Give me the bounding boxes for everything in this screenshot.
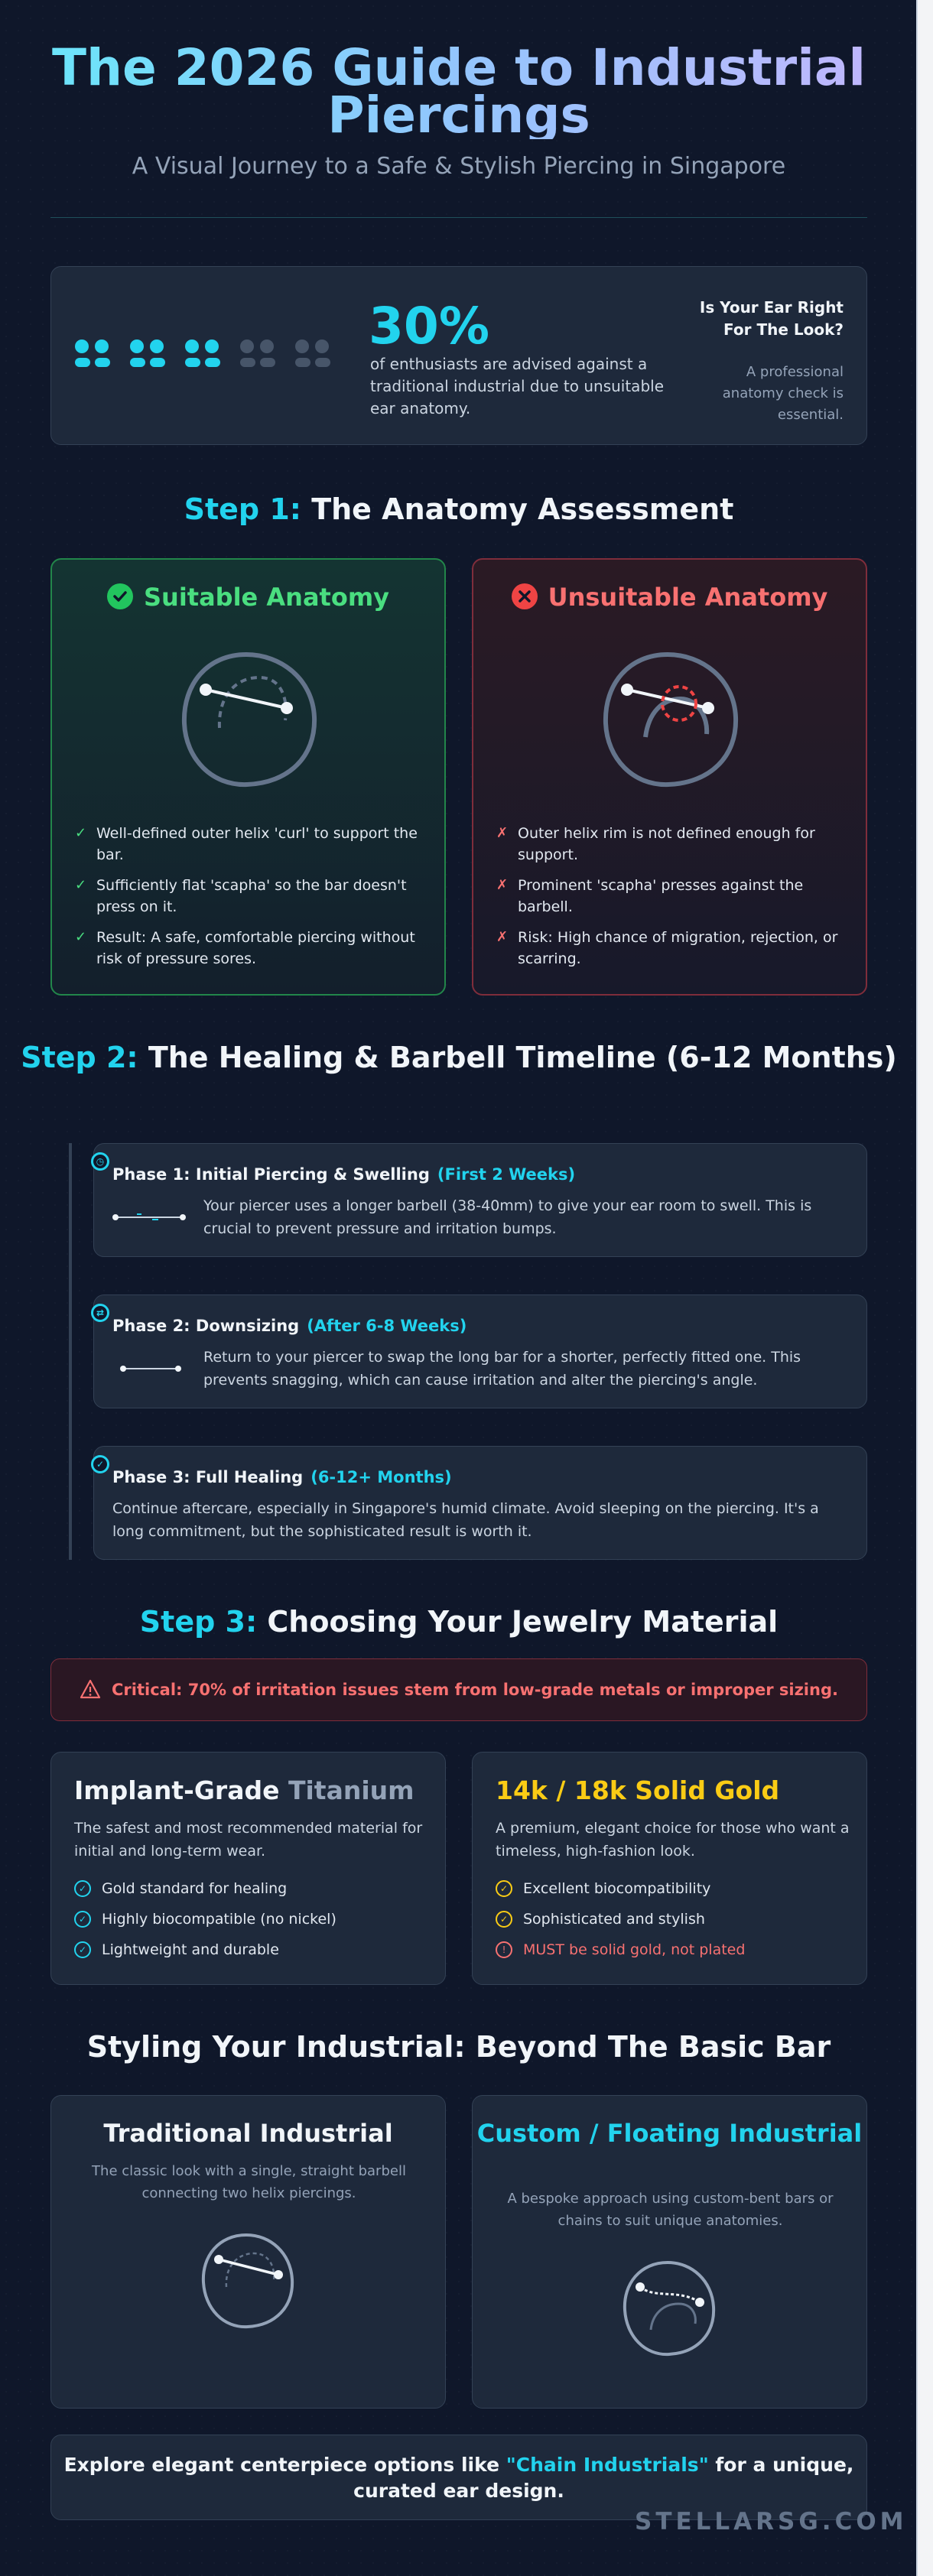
step2-heading: [0, 1040, 918, 1075]
unsuitable-title: Unsuitable Anatomy: [548, 583, 828, 612]
traditional-title: Traditional Industrial: [103, 2119, 393, 2148]
check-circle-icon: [107, 583, 133, 609]
list-item: ✓ Sufficiently flat 'scapha' so the bar doesn't press on it.: [75, 877, 407, 915]
swap-icon: ⇄: [91, 1304, 109, 1322]
page-title: The 2026 Guide to Industrial Piercings: [0, 44, 918, 139]
gold-card: [472, 1752, 867, 1985]
stat-side-text: A professional anatomy check is essential.: [722, 364, 844, 423]
phase-card-2: [93, 1294, 867, 1408]
check-circle-icon: ✓: [496, 1911, 512, 1928]
traditional-ear-diagram: [196, 2227, 303, 2334]
phase-2-when: (After 6-8 Weeks): [307, 1317, 467, 1335]
page-subtitle: A Visual Journey to a Safe & Stylish Piercing in Singapore: [132, 153, 786, 180]
stat-description: of enthusiasts are advised against a traditional industrial due to unsuitable ear anatomy.: [370, 355, 664, 417]
list-item: ✓ Gold standard for healing: [74, 1879, 336, 1898]
gold-description: A premium, elegant choice for those who want a timeless, high-fashion look.: [496, 1820, 850, 1860]
unsuitable-list: [496, 823, 848, 979]
phase-card-1: [93, 1143, 867, 1257]
short-barbell-icon: [120, 1361, 181, 1376]
cta-card: Explore elegant centerpiece options like "Chain Industrials" for a unique, curated ear design.: [50, 2435, 867, 2520]
titanium-description: The safest and most recommended material for initial and long-term wear.: [74, 1820, 423, 1860]
titanium-title: Implant-Grade Titanium: [74, 1775, 414, 1805]
phase-1-text: Your piercer uses a longer barbell (38-40mm) to give your ear room to swell. This is crucial to prevent pressure and irritation bumps.: [203, 1197, 812, 1237]
suitable-title: Suitable Anatomy: [143, 583, 390, 612]
phase-3-text: Continue aftercare, especially in Singapore's humid climate. Avoid sleeping on the piercing. It's a long commitment, but the sophisticated result is worth it.: [112, 1500, 819, 1540]
suitable-heading: [52, 583, 444, 612]
phase-1-when: (First 2 Weeks): [437, 1165, 576, 1184]
long-barbell-icon: [112, 1210, 186, 1225]
critical-text: Critical: 70% of irritation issues stem from low-grade metals or improper sizing.: [112, 1681, 838, 1699]
custom-ear-diagram: [617, 2255, 724, 2362]
check-circle-icon: ✓: [74, 1941, 91, 1958]
list-item: ! MUST be solid gold, not plated: [496, 1941, 745, 1959]
alert-circle-icon: !: [496, 1941, 512, 1958]
list-item: ✓ Result: A safe, comfortable piercing without risk of pressure sores.: [75, 929, 415, 967]
custom-title: Custom / Floating Industrial: [476, 2119, 863, 2148]
person-icon: [75, 339, 109, 373]
titanium-card: [50, 1752, 446, 1985]
cta-highlight[interactable]: "Chain Industrials": [506, 2454, 709, 2476]
unsuitable-anatomy-card: [472, 558, 867, 996]
clock-icon: ◷: [91, 1152, 109, 1171]
step3-title: Choosing Your Jewelry Material: [267, 1605, 779, 1639]
critical-alert: [50, 1658, 867, 1721]
phase-3-when: (6-12+ Months): [310, 1468, 452, 1486]
unsuitable-heading: [473, 583, 866, 612]
styling-heading: Styling Your Industrial: Beyond The Basic Bar: [86, 2030, 831, 2064]
titanium-list: [74, 1879, 336, 1971]
x-circle-icon: [512, 583, 538, 609]
custom-card: [472, 2095, 867, 2409]
step1-label: Step 1:: [184, 492, 301, 526]
person-icon: [185, 339, 219, 373]
warning-triangle-icon: [80, 1679, 101, 1699]
step1-heading: [0, 492, 918, 527]
check-circle-icon: ✓: [74, 1880, 91, 1897]
step2-label: Step 2:: [21, 1041, 138, 1074]
list-item: ✓ Well-defined outer helix 'curl' to support the bar.: [75, 825, 418, 863]
list-item: ✓ Highly biocompatible (no nickel): [74, 1910, 336, 1928]
phase-card-3: [93, 1446, 867, 1560]
person-icon: [240, 339, 274, 373]
custom-description: A bespoke approach using custom-bent bars or chains to suit unique anatomies.: [507, 2191, 834, 2229]
list-item: ✓ Lightweight and durable: [74, 1941, 336, 1959]
gold-title: 14k / 18k Solid Gold: [496, 1775, 780, 1805]
suitable-anatomy-card: [50, 558, 446, 996]
phase-3-title: Phase 3: Full Healing (6-12+ Months): [112, 1468, 452, 1486]
step3-label: Step 3:: [139, 1605, 258, 1639]
list-item: ✗ Outer helix rim is not defined enough for support.: [496, 825, 815, 863]
stat-number: 30%: [369, 297, 489, 356]
stat-side-title: Is Your Ear Right For The Look?: [699, 298, 844, 339]
brand-watermark: STELLARSG.COM: [635, 2508, 908, 2535]
check-icon: ✓: [91, 1455, 109, 1473]
list-item: ✗ Risk: High chance of migration, rejection, or scarring.: [496, 929, 838, 967]
list-item: ✗ Prominent 'scapha' presses against the barbell.: [496, 877, 804, 915]
step1-title: The Anatomy Assessment: [311, 492, 734, 526]
traditional-card: [50, 2095, 446, 2409]
check-circle-icon: ✓: [496, 1880, 512, 1897]
traditional-description: The classic look with a single, straight barbell connecting two helix piercings.: [92, 2163, 406, 2201]
step3-heading: [0, 1604, 918, 1639]
phase-1-title: Phase 1: Initial Piercing & Swelling (First 2 Weeks): [112, 1165, 576, 1184]
phase-2-title: Phase 2: Downsizing (After 6-8 Weeks): [112, 1317, 467, 1335]
person-icon: [295, 339, 329, 373]
header-divider: [50, 217, 867, 218]
person-icon: [130, 339, 164, 373]
gold-list: [496, 1879, 745, 1971]
phase-2-text: Return to your piercer to swap the long bar for a shorter, perfectly fitted one. This prevents snagging, which can cause irritation and alter the piercing's angle.: [203, 1349, 801, 1389]
step2-title: The Healing & Barbell Timeline (6-12 Months): [148, 1041, 897, 1074]
suitable-ear-diagram: [174, 644, 327, 797]
list-item: ✓ Excellent biocompatibility: [496, 1879, 745, 1898]
suitable-list: [75, 823, 427, 979]
timeline-line: [69, 1143, 72, 1560]
check-circle-icon: ✓: [74, 1911, 91, 1928]
list-item: ✓ Sophisticated and stylish: [496, 1910, 745, 1928]
unsuitable-ear-diagram: [595, 644, 748, 797]
